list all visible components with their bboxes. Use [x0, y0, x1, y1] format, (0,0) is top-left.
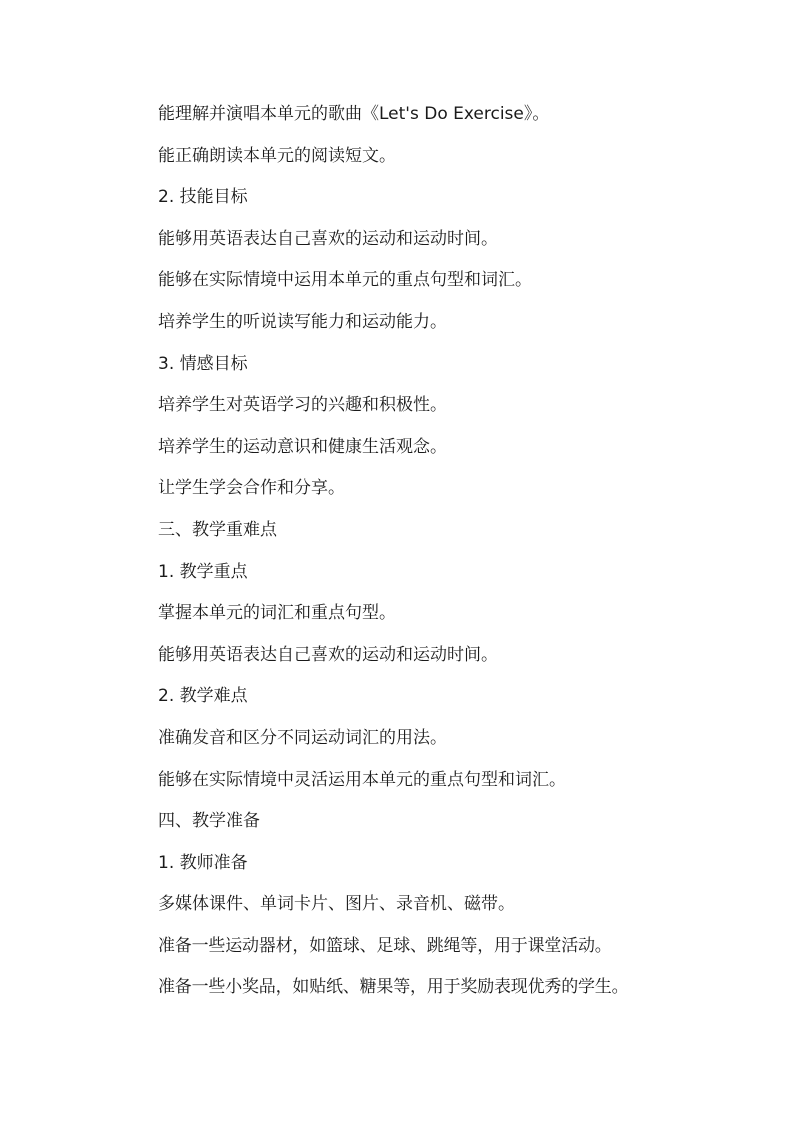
- paragraph-preparation-1: 多媒体课件、单词卡片、图片、录音机、磁带。: [158, 894, 515, 915]
- section-heading-preparation: 四、教学准备: [158, 811, 260, 832]
- heading-teaching-focus: 1. 教学重点: [158, 561, 248, 582]
- paragraph-difficulty-2: 能够在实际情境中灵活运用本单元的重点句型和词汇。: [158, 769, 566, 790]
- heading-teacher-preparation: 1. 教师准备: [158, 852, 248, 873]
- paragraph-emotion-2: 培养学生的运动意识和健康生活观念。: [158, 436, 447, 457]
- heading-emotion-goals: 3. 情感目标: [158, 353, 248, 374]
- paragraph-preparation-3: 准备一些小奖品，如贴纸、糖果等，用于奖励表现优秀的学生。: [158, 977, 629, 998]
- paragraph-song-objective: 能理解并演唱本单元的歌曲《Let's Do Exercise》。: [158, 104, 550, 124]
- paragraph-preparation-2: 准备一些运动器材，如篮球、足球、跳绳等，用于课堂活动。: [158, 935, 612, 956]
- paragraph-reading-objective: 能正确朗读本单元的阅读短文。: [158, 145, 396, 166]
- section-heading-key-points: 三、教学重难点: [158, 519, 277, 540]
- paragraph-skill-1: 能够用英语表达自己喜欢的运动和运动时间。: [158, 228, 498, 249]
- paragraph-skill-3: 培养学生的听说读写能力和运动能力。: [158, 311, 447, 332]
- paragraph-difficulty-1: 准确发音和区分不同运动词汇的用法。: [158, 727, 447, 748]
- heading-skill-goals: 2. 技能目标: [158, 187, 248, 208]
- paragraph-emotion-1: 培养学生对英语学习的兴趣和积极性。: [158, 395, 447, 416]
- document-body: [158, 104, 718, 1019]
- paragraph-skill-2: 能够在实际情境中运用本单元的重点句型和词汇。: [158, 270, 532, 291]
- heading-teaching-difficulty: 2. 教学难点: [158, 686, 248, 707]
- paragraph-focus-2: 能够用英语表达自己喜欢的运动和运动时间。: [158, 644, 498, 665]
- paragraph-focus-1: 掌握本单元的词汇和重点句型。: [158, 603, 396, 624]
- paragraph-emotion-3: 让学生学会合作和分享。: [158, 478, 345, 499]
